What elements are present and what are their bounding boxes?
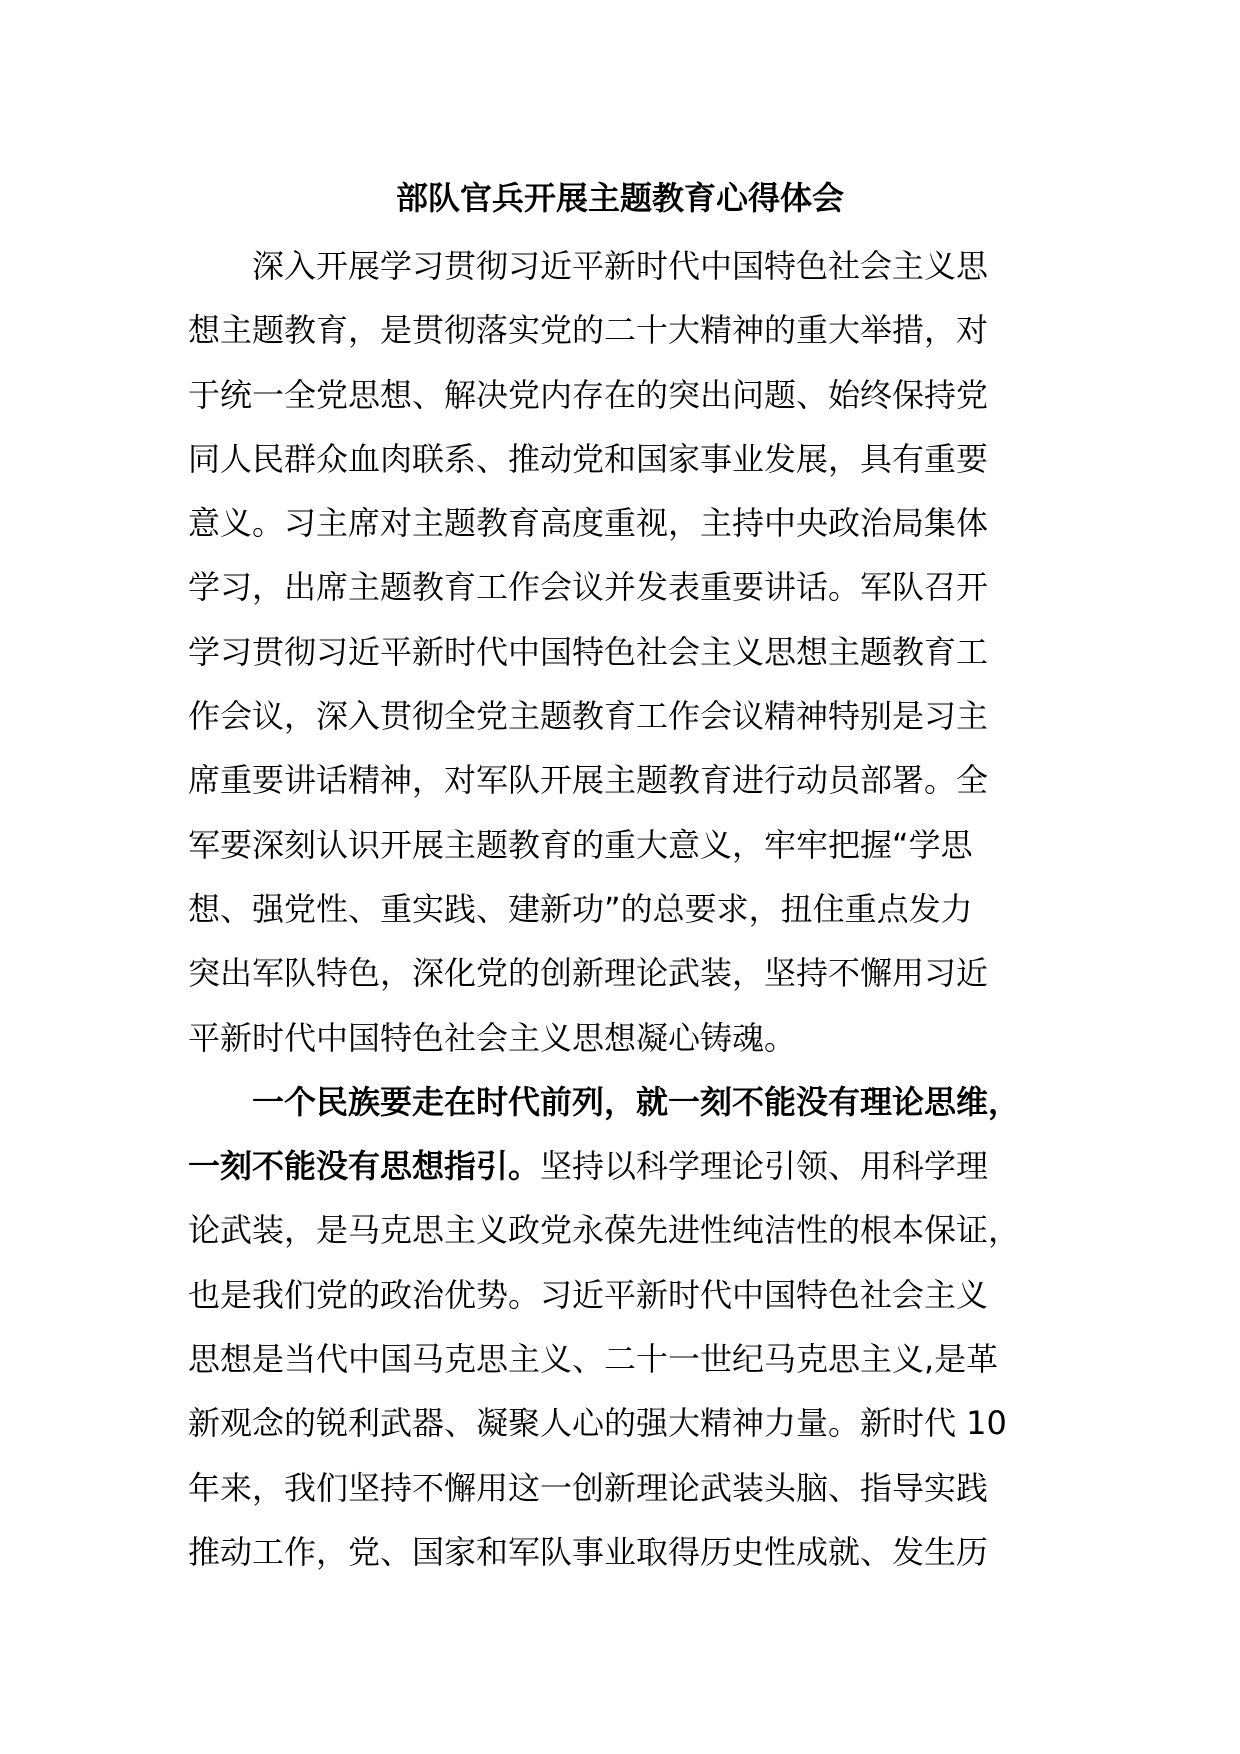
paragraph-line: 学习贯彻习近平新时代中国特色社会主义思想主题教育工 (188, 632, 989, 671)
paragraph-line: 想主题教育，是贯彻落实党的二十大精神的重大举措，对 (188, 311, 989, 350)
paragraph-1 (188, 234, 1088, 1070)
document-body (188, 234, 1088, 1584)
paragraph-lead-line: 一个民族要走在时代前列，就一刻不能没有理论思维， (252, 1082, 1021, 1121)
paragraph-2 (188, 1070, 1088, 1584)
paragraph-line: 推动工作，党、国家和军队事业取得历史性成就、发生历 (188, 1532, 989, 1571)
paragraph-text: 坚持以科学理论引领、用科学理 (540, 1147, 989, 1186)
document-title: 部队官兵开展主题教育心得体会 (395, 179, 844, 217)
paragraph-line: 平新时代中国特色社会主义思想凝心铸魂。 (188, 1018, 797, 1057)
paragraph-line: 军要深刻认识开展主题教育的重大意义，牢牢把握“学思 (188, 825, 973, 864)
paragraph-line: 新观念的锐利武器、凝聚人心的强大精神力量。新时代 10 (188, 1404, 1007, 1443)
paragraph-line: 年来，我们坚持不懈用这一创新理论武装头脑、指导实践 (188, 1468, 989, 1507)
paragraph-line: 学习，出席主题教育工作会议并发表重要讲话。军队召开 (188, 568, 989, 607)
paragraph-line: 也是我们党的政治优势。习近平新时代中国特色社会主义 (188, 1275, 989, 1314)
paragraph-line: 同人民群众血肉联系、推动党和国家事业发展，具有重要 (188, 439, 989, 478)
paragraph-line: 思想是当代中国马克思主义、二十一世纪马克思主义,是革 (188, 1340, 999, 1379)
paragraph-lead-emphasis: 一刻不能没有思想指引。 (188, 1147, 541, 1186)
paragraph-line: 席重要讲话精神，对军队开展主题教育进行动员部署。全 (188, 761, 989, 800)
paragraph-line: 作会议，深入贯彻全党主题教育工作会议精神特别是习主 (188, 697, 989, 736)
paragraph-line: 于统一全党思想、解决党内存在的突出问题、始终保持党 (188, 375, 989, 414)
paragraph-line: 意义。习主席对主题教育高度重视，主持中央政治局集体 (188, 504, 989, 543)
paragraph-line: 想、强党性、重实践、建新功”的总要求，扭住重点发力 (188, 889, 973, 928)
paragraph-line: 论武装，是马克思主义政党永葆先进性纯洁性的根本保证， (188, 1211, 1021, 1250)
paragraph-line: 突出军队特色，深化党的创新理论武装，坚持不懈用习近 (188, 954, 989, 993)
paragraph-line (188, 1134, 1088, 1198)
paragraph-line: 深入开展学习贯彻习近平新时代中国特色社会主义思 (252, 247, 989, 285)
